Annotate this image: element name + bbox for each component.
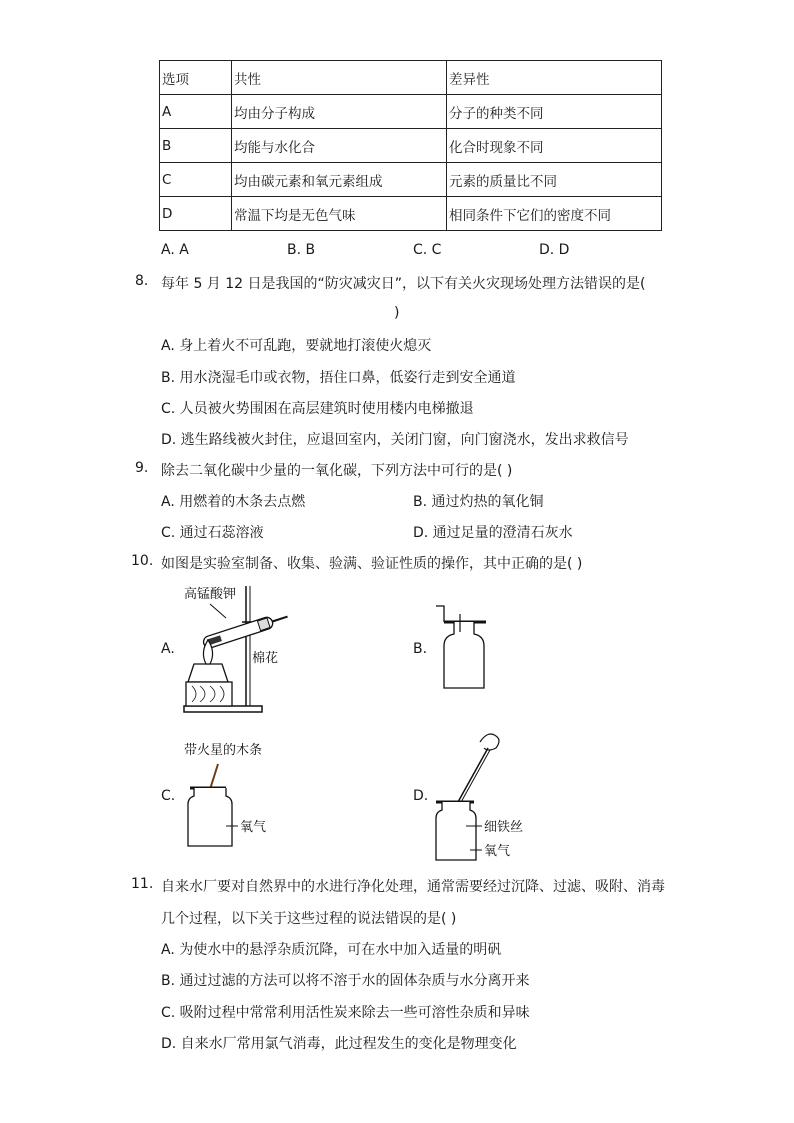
q9-option-d: D. 通过足量的澄清石灰水 <box>413 525 573 541</box>
label-oxygen-d: 氧气 <box>484 844 511 859</box>
table-cell: 均由分子构成 <box>232 95 447 129</box>
label-iron-wire: 细铁丝 <box>484 820 524 835</box>
q8-option-a: A. 身上着火不可乱跑，要就地打滚使火熄灭 <box>161 338 432 354</box>
q11-number: 11. <box>131 876 154 892</box>
table-cell: D <box>160 197 232 231</box>
comparison-table <box>159 60 662 231</box>
table-row <box>160 129 662 163</box>
label-potassium-permanganate: 高锰酸钾 <box>184 587 237 602</box>
q9-option-b: B. 通过灼热的氧化铜 <box>413 494 544 510</box>
table-cell: 常温下均是无色气味 <box>232 197 447 231</box>
figure-d-iron-wire-burning <box>430 722 540 867</box>
q10-option-a-letter: A. <box>161 641 175 657</box>
q9-option-c: C. 通过石蕊溶液 <box>161 525 264 541</box>
q8-option-d: D. 逃生路线被火封住，应退回室内，关闭门窗，向门窗浇水，发出求救信号 <box>161 432 629 448</box>
table-cell: C <box>160 163 232 197</box>
table-row <box>160 163 662 197</box>
q7-option-c: C. C <box>413 242 442 258</box>
table-header-cell: 共性 <box>232 61 447 95</box>
table-cell: 均由碳元素和氧元素组成 <box>232 163 447 197</box>
q10-stem: 如图是实验室制备、收集、验满、验证性质的操作，其中正确的是( ) <box>161 556 583 572</box>
q9-option-a: A. 用燃着的木条去点燃 <box>161 494 306 510</box>
table-cell: 相同条件下它们的密度不同 <box>447 197 662 231</box>
label-oxygen-c: 氧气 <box>240 820 267 835</box>
table-header-cell: 差异性 <box>447 61 662 95</box>
q10-option-c-letter: C. <box>161 788 176 804</box>
label-glowing-splint: 带火星的木条 <box>184 743 263 758</box>
q8-option-b: B. 用水浇湿毛巾或衣物，捂住口鼻，低姿行走到安全通道 <box>161 370 516 386</box>
q11-option-c: C. 吸附过程中常常利用活性炭来除去一些可溶性杂质和异味 <box>161 1005 530 1021</box>
q9-number: 9. <box>135 460 149 476</box>
q8-option-c: C. 人员被火势围困在高层建筑时使用楼内电梯撤退 <box>161 401 474 417</box>
table-cell: 分子的种类不同 <box>447 95 662 129</box>
figure-a-heating-apparatus <box>180 582 300 717</box>
table-row <box>160 95 662 129</box>
table-cell: B <box>160 129 232 163</box>
q7-option-a: A. A <box>161 242 189 258</box>
table-header-cell: 选项 <box>160 61 232 95</box>
q8-number: 8. <box>135 273 149 289</box>
q8-stem: 每年 5 月 12 日是我国的“防灾减灾日”，以下有关火灾现场处理方法错误的是( <box>161 276 646 292</box>
table-cell: A <box>160 95 232 129</box>
q7-option-b: B. B <box>287 242 316 258</box>
q11-stem-line2: 几个过程，以下关于这些过程的说法错误的是( ) <box>161 911 457 927</box>
table-cell: 均能与水化合 <box>232 129 447 163</box>
q8-stem-end: ) <box>394 305 400 321</box>
table-header-row <box>160 61 662 95</box>
q10-option-b-letter: B. <box>413 641 428 657</box>
table-cell: 化合时现象不同 <box>447 129 662 163</box>
table-row <box>160 197 662 231</box>
q11-option-a: A. 为使水中的悬浮杂质沉降，可在水中加入适量的明矾 <box>161 942 502 958</box>
q11-stem-line1: 自来水厂要对自然界中的水进行净化处理，通常需要经过沉降、过滤、吸附、消毒 <box>161 879 665 895</box>
q11-option-d: D. 自来水厂常用氯气消毒，此过程发生的变化是物理变化 <box>161 1036 517 1052</box>
q7-option-d: D. D <box>539 242 570 258</box>
q10-number: 10. <box>131 553 154 569</box>
q10-option-d-letter: D. <box>413 788 429 804</box>
q9-stem: 除去二氧化碳中少量的一氧化碳，下列方法中可行的是( ) <box>161 463 513 479</box>
label-cotton: 棉花 <box>252 651 279 666</box>
q11-option-b: B. 通过过滤的方法可以将不溶于水的固体杂质与水分离开来 <box>161 973 530 989</box>
table-cell: 元素的质量比不同 <box>447 163 662 197</box>
figure-c-splint-test <box>180 738 300 850</box>
figure-b-gas-bottle <box>430 600 500 695</box>
